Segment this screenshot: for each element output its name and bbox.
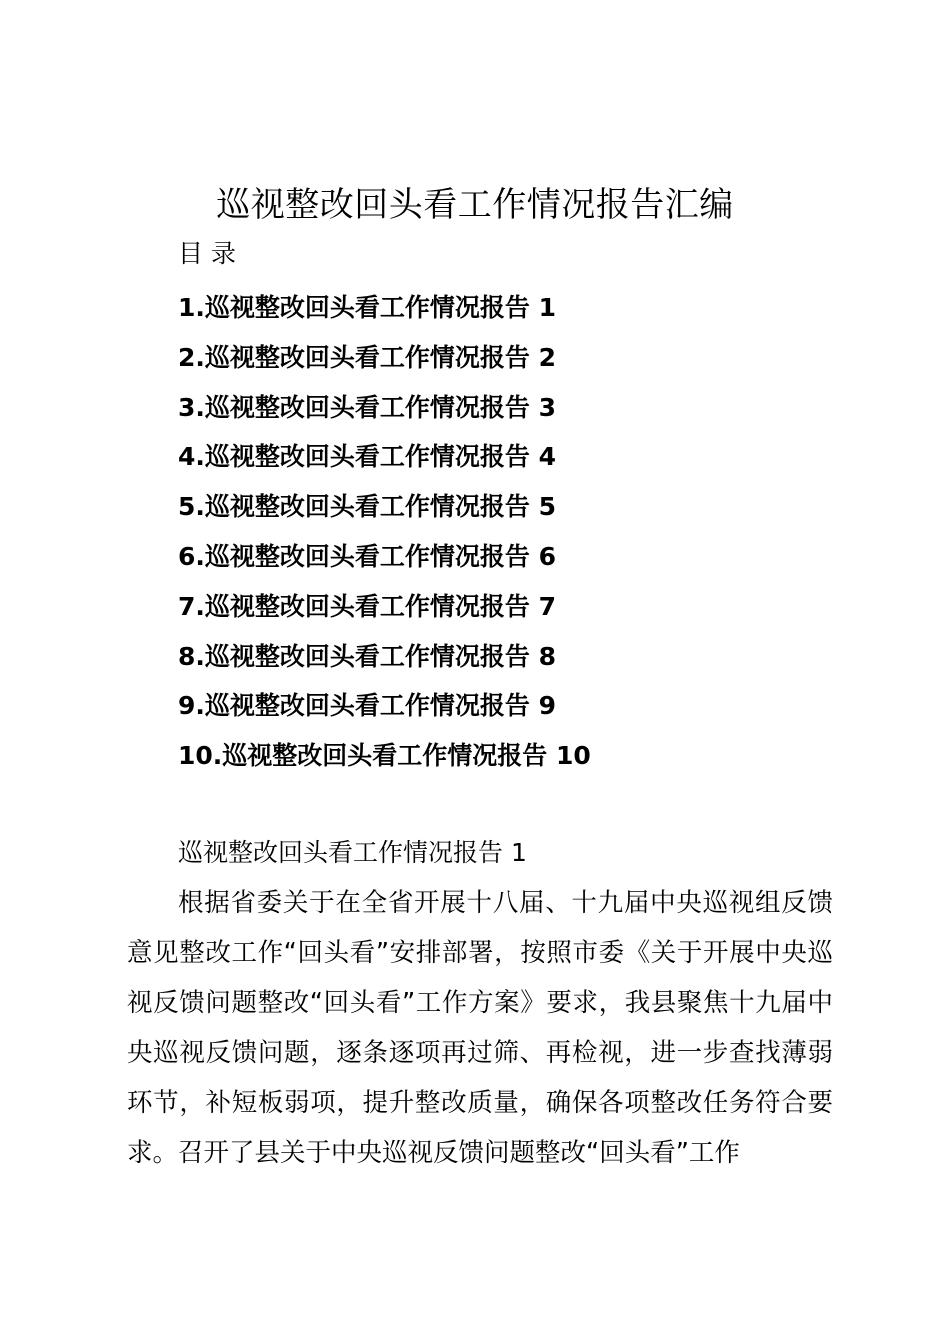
toc-heading: 目 录	[178, 239, 236, 268]
toc-item-8[interactable]: 8.巡视整改回头看工作情况报告 8	[178, 641, 556, 671]
toc-item-6[interactable]: 6.巡视整改回头看工作情况报告 6	[178, 541, 556, 571]
section-title: 巡视整改回头看工作情况报告 1	[178, 838, 527, 867]
table-of-contents	[178, 283, 591, 781]
toc-item-4[interactable]: 4.巡视整改回头看工作情况报告 4	[178, 442, 556, 472]
toc-item-2[interactable]: 2.巡视整改回头看工作情况报告 2	[178, 342, 556, 372]
toc-item-10[interactable]: 10.巡视整改回头看工作情况报告 10	[178, 741, 591, 771]
document-title: 巡视整改回头看工作情况报告汇编	[216, 185, 734, 225]
toc-item-1[interactable]: 1.巡视整改回头看工作情况报告 1	[178, 293, 556, 322]
toc-item-5[interactable]: 5.巡视整改回头看工作情况报告 5	[178, 492, 556, 522]
body-paragraph: 根据省委关于在全省开展十八届、十九届中央巡视组反馈意见整改工作“回头看”安排部署，按照市委《关于开展中央巡视反馈问题整改“回头看”工作方案》要求，我县聚焦十九届中央巡视反馈问题，逐条逐项再过筛、再检视，进一步查找薄弱环节，补短板弱项，提升整改质量，确保各项整改任务符合要求。召开了县关于中央巡视反馈问题整改“回头看”工作	[127, 888, 833, 1168]
toc-item-3[interactable]: 3.巡视整改回头看工作情况报告 3	[178, 392, 556, 422]
toc-item-9[interactable]: 9.巡视整改回头看工作情况报告 9	[178, 691, 556, 721]
toc-item-7[interactable]: 7.巡视整改回头看工作情况报告 7	[178, 591, 556, 621]
